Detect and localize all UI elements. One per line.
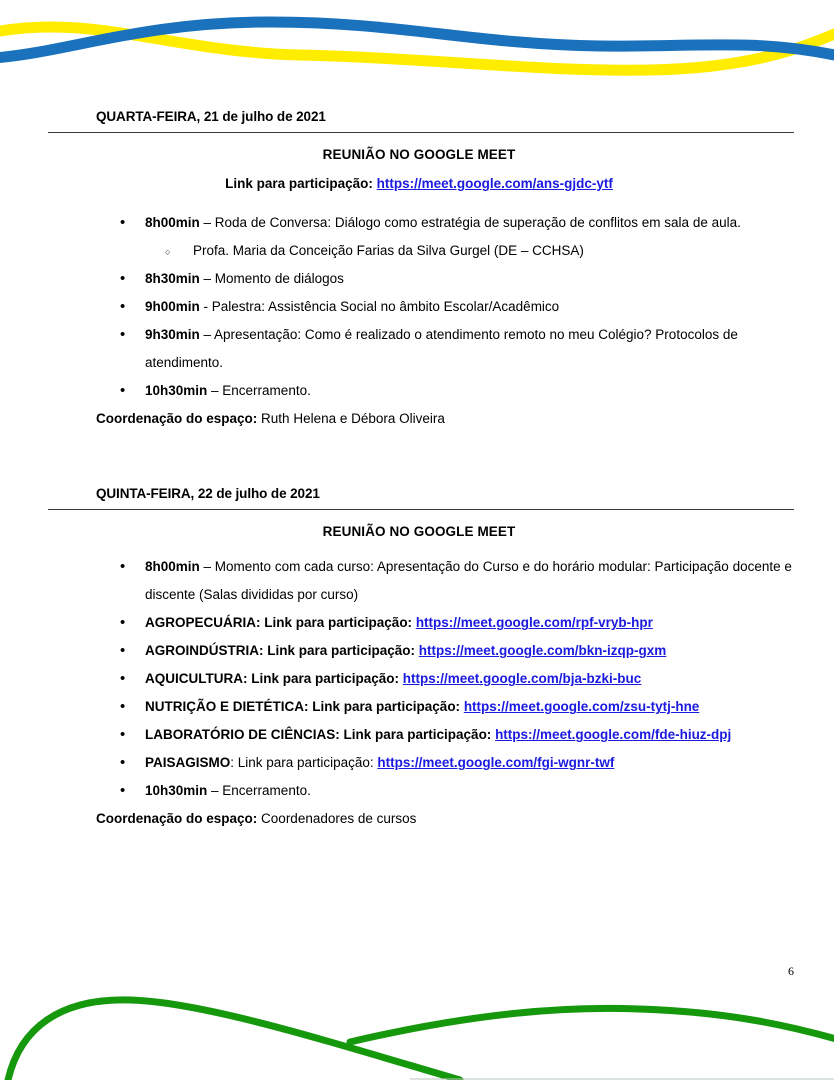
day-heading <box>48 108 794 126</box>
item-text: Profa. Maria da Conceição Farias da Silva Gurgel (DE – CCHSA) <box>193 243 584 259</box>
meeting-title: REUNIÃO NO GOOGLE MEET <box>322 147 516 163</box>
section-divider <box>48 132 794 133</box>
course-name: PAISAGISMO <box>145 755 231 771</box>
section-quarta-feira <box>48 108 794 433</box>
meet-link[interactable]: https://meet.google.com/rpf-vryb-hpr <box>415 615 653 631</box>
item-text: – Roda de Conversa: Diálogo como estratégia de superação de conflitos em sala de aula. <box>199 215 741 231</box>
item-time: 8h00min <box>145 559 200 575</box>
section-divider <box>48 509 794 510</box>
item-text: : Link para participação: <box>256 615 416 631</box>
list-item-course <box>48 721 794 749</box>
meet-link[interactable]: https://meet.google.com/fgi-wgnr-twf <box>377 755 615 771</box>
item-time: 10h30min <box>145 383 208 399</box>
document-content <box>48 108 794 833</box>
item-text: : Link para participação: <box>335 727 496 743</box>
item-text: – Encerramento. <box>207 383 311 399</box>
list-item <box>48 209 794 237</box>
coordination-value: Ruth Helena e Débora Oliveira <box>257 411 445 427</box>
green-wave-left-icon <box>8 1000 460 1080</box>
footer-wave-decoration <box>0 950 834 1080</box>
meeting-title: REUNIÃO NO GOOGLE MEET <box>322 524 516 540</box>
list-item-course <box>48 749 794 777</box>
list-item-sub <box>48 237 794 265</box>
item-text: – Apresentação: Como é realizado o atendimento remoto no meu Colégio? Protocolos de atendimento. <box>145 327 738 371</box>
item-text: : Link para participação: <box>304 699 464 715</box>
list-item-course <box>48 609 794 637</box>
coordination-value: Coordenadores de cursos <box>257 811 417 827</box>
yellow-wave-icon <box>0 27 834 70</box>
item-text: : Link para participação: <box>230 755 378 771</box>
list-item-course <box>48 665 794 693</box>
list-item <box>48 377 794 405</box>
course-name: LABORATÓRIO DE CIÊNCIAS <box>145 727 336 743</box>
header-wave-decoration <box>0 0 834 105</box>
item-text: – Momento com cada curso: Apresentação do Curso e do horário modular: Participação docente e discente (Salas divididas por curso) <box>145 559 792 603</box>
coordination-label: Coordenação do espaço: <box>96 411 258 427</box>
course-name: AGROINDÚSTRIA <box>145 643 259 659</box>
list-item-course <box>48 693 794 721</box>
blue-wave-icon <box>0 22 834 58</box>
day-date: 21 de julho de 2021 <box>200 109 326 124</box>
meet-link[interactable]: https://meet.google.com/ans-gjdc-ytf <box>376 176 613 192</box>
coordination-line <box>48 805 794 833</box>
meet-link[interactable]: https://meet.google.com/bja-bzki-buc <box>402 671 642 687</box>
list-item <box>48 293 794 321</box>
item-time: 9h30min <box>145 327 200 343</box>
day-date: 22 de julho de 2021 <box>194 486 320 502</box>
list-item <box>48 321 794 377</box>
item-text: : Link para participação: <box>259 643 419 659</box>
item-text: – Encerramento. <box>207 783 311 799</box>
list-item-course <box>48 637 794 665</box>
section-quinta-feira <box>48 485 794 833</box>
item-text: - Palestra: Assistência Social no âmbito Escolar/Acadêmico <box>199 299 560 315</box>
list-item <box>48 553 794 609</box>
meet-link[interactable]: https://meet.google.com/zsu-tytj-hne <box>463 699 700 715</box>
green-wave-right-icon <box>350 1008 834 1042</box>
item-time: 8h30min <box>145 271 200 287</box>
agenda-list <box>48 209 794 405</box>
coordination-line <box>48 405 794 433</box>
course-name: AQUICULTURA <box>145 671 243 687</box>
page-number: 6 <box>788 964 794 978</box>
item-time: 8h00min <box>145 215 200 231</box>
day-name: QUINTA-FEIRA, <box>96 486 195 502</box>
list-item <box>48 265 794 293</box>
course-name: NUTRIÇÃO E DIETÉTICA <box>145 699 305 715</box>
course-name: AGROPECUÁRIA <box>145 615 257 631</box>
link-label: Link para participação: <box>225 176 377 192</box>
meet-link[interactable]: https://meet.google.com/bkn-izqp-gxm <box>418 643 667 659</box>
item-time: 10h30min <box>145 783 208 799</box>
item-text: – Momento de diálogos <box>199 271 344 287</box>
item-text: : Link para participação: <box>243 671 403 687</box>
list-item <box>48 777 794 805</box>
day-name: QUARTA-FEIRA, <box>96 109 201 124</box>
section-spacer <box>48 433 794 485</box>
day-heading <box>48 485 794 503</box>
item-time: 9h00min <box>145 299 200 315</box>
meeting-link-line <box>48 176 794 191</box>
coordination-label: Coordenação do espaço: <box>96 811 258 827</box>
agenda-list <box>48 553 794 805</box>
meet-link[interactable]: https://meet.google.com/fde-hiuz-dpj <box>495 727 732 743</box>
